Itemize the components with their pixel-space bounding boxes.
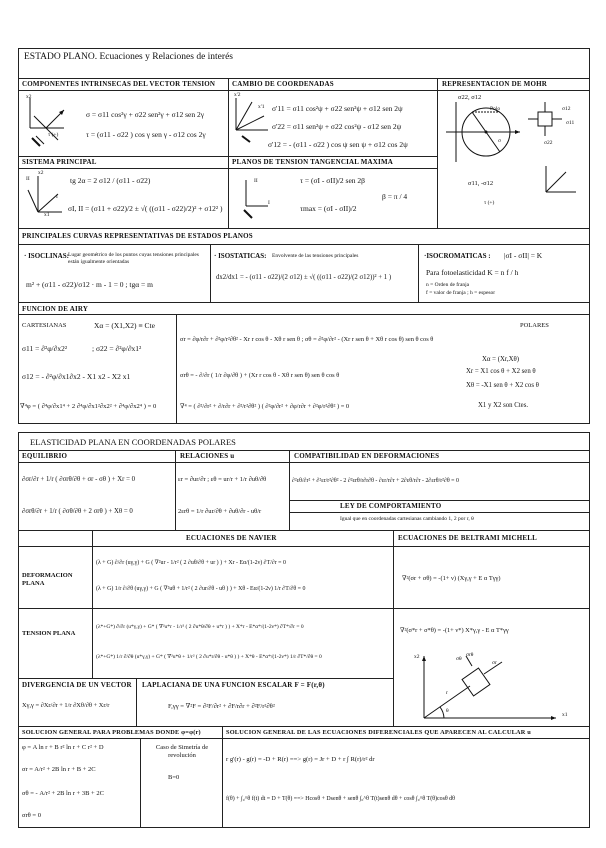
- airy-sr: σr = ∂φ/r∂r + ∂²φ/r²∂θ² - Xr r cos θ - Xθ r sen θ ; σθ = ∂²φ/∂r² - (Xr r sen θ + Xθ r cos θ) sen θ cos θ: [180, 336, 434, 343]
- mohr-label-top: σ22, σ12: [458, 94, 482, 101]
- section2-title: ELASTICIDAD PLANA EN COORDENADAS POLARES: [30, 437, 236, 447]
- navier-t2: (λ*+G*) 1/r ∂/∂θ (u*γ,γ) + G* ( ∇²u*θ + 1/r² ( 2 ∂u*r/∂θ - u*θ ) ) + X*θ - E*α*/(1-2ν*) 1/r ∂T*/∂θ = 0: [96, 654, 322, 660]
- header-max-shear: PLANOS DE TENSION TANGENCIAL MAXIMA: [232, 158, 394, 166]
- isocromaticas-title: ·ISOCROMATICAS :: [424, 252, 491, 260]
- beltrami-srt: σrθ: [466, 652, 474, 658]
- airy-p2: Xr = X1 cos θ + X2 sen θ: [466, 368, 536, 375]
- max-shear-II: II: [254, 178, 258, 184]
- axis-x1p-label: x'1: [258, 104, 265, 110]
- eq-sigma-principal: σI, II = (σ11 + σ22)/2 ± √( ((σ11 - σ22)/2)² + σ12² ): [68, 204, 223, 213]
- navier-d1: (λ + G) ∂/∂r (uγ,γ) + G ( ∇²ur - 1/r² ( 2 ∂uθ/∂θ + ur ) ) + Xr - Eα/(1-2ν) ∂T/∂r = 0: [96, 560, 286, 566]
- isoclinas-desc: Lugar geométrico de los puntos cuyas tensiones principales están igualmente orientadas: [68, 252, 199, 265]
- principal-I: I: [56, 194, 58, 200]
- header-diff-solution: SOLUCION GENERAL DE LAS ECUACIONES DIFERENCIALES QUE APARECEN AL CALCULAR u: [226, 729, 531, 736]
- principal-x2: x2: [38, 170, 44, 176]
- divider: [289, 500, 590, 501]
- beltrami-x1: x1: [562, 712, 568, 718]
- sol-phi: φ = A ln r + B r² ln r + C r² + D: [22, 744, 104, 751]
- divider: [18, 228, 590, 229]
- eq-sigma-intrinsic: σ = σ11 cos²γ + σ22 sen²γ + σ12 sen 2γ: [86, 110, 205, 119]
- divider: [140, 738, 141, 828]
- divider: [18, 302, 590, 303]
- principal-x1: x1: [44, 212, 50, 218]
- airy-polares: POLARES: [520, 322, 549, 329]
- beltrami-x2: x2: [414, 654, 420, 660]
- divider: [18, 156, 437, 157]
- header-solution: SOLUCION GENERAL PARA PROBLEMAS DONDE φ=φ(r): [22, 729, 201, 736]
- axis-x2-label: x2: [26, 94, 32, 100]
- beltrami-polar-diagram: [410, 652, 560, 726]
- axis-x2p-label: x'2: [234, 92, 241, 98]
- isostaticas-desc: Envolvente de las tensiones principales: [272, 253, 359, 259]
- eq-divergence: Xγ,γ = ∂Xr/∂r + 1/r ∂Xθ/∂θ + Xr/r: [22, 702, 110, 709]
- divider: [18, 678, 393, 679]
- divider: [18, 546, 590, 547]
- isostaticas-eq: dx2/dx1 = - (σ11 - σ22)/(2 σ12) ± √( ((σ11 - σ22)/(2 σ12))² + 1 ): [216, 274, 392, 281]
- mohr-circle: [442, 100, 522, 164]
- sol-srt: σrθ = 0: [22, 812, 41, 819]
- airy-xa: Xα = (X1,X2) ≡ Cte: [94, 321, 155, 330]
- isocromaticas-eq: |σI - σII| = K: [504, 251, 543, 260]
- beltrami-sr: σr: [492, 660, 497, 666]
- sol-st: σθ = - A/r² + 2B ln r + 3B + 2C: [22, 790, 104, 797]
- divider: [92, 530, 93, 678]
- eq-coord-1: σ'11 = σ11 cos²ψ + σ22 sen²ψ + σ12 sen 2ψ: [272, 104, 403, 113]
- beltrami-r: r: [446, 690, 448, 696]
- beltrami-eq1: ∇²(σr + σθ) = -(1+ ν) (Xγ,γ + E α Tγγ): [402, 575, 501, 582]
- isostaticas-title: · ISOSTATICAS:: [214, 252, 267, 260]
- principal-II: II: [26, 176, 30, 182]
- eq-tau-beta: τ = (σI - σII)/2 sen 2β: [300, 176, 365, 185]
- divider: [393, 530, 394, 726]
- divider: [18, 462, 590, 463]
- airy-s12: σ12 = - ∂²φ/∂x1∂x2 - X1 x2 - X2 x1: [22, 372, 131, 381]
- tau-sign-label: τ (+): [48, 132, 59, 138]
- airy-p4: X1 y X2 son Ctes.: [478, 402, 529, 409]
- airy-s11: σ11 = ∂²φ/∂x2²: [22, 344, 68, 353]
- divider: [18, 608, 590, 609]
- mohr-axes-small: [540, 162, 580, 198]
- mohr-label-bottom: σ11, -σ12: [468, 180, 494, 187]
- isoclinas-title: · ISOCLINAS:: [24, 252, 69, 260]
- eq-coord-2: σ'22 = σ11 sen²ψ + σ22 cos²ψ - σ12 sen 2ψ: [272, 122, 402, 131]
- eq-relations-2: 2εrθ = 1/r ∂ur/∂θ + ∂uθ/∂r - uθ/r: [178, 508, 262, 515]
- photo-eq: Para fotoelasticidad K = n f / h: [426, 268, 519, 277]
- divider: [18, 244, 590, 245]
- divider: [18, 314, 590, 315]
- divider: [18, 726, 590, 727]
- airy-p3: Xθ = -X1 sen θ + X2 cos θ: [466, 382, 539, 389]
- divider: [289, 512, 590, 513]
- eq-equilibrium-1: ∂σr/∂r + 1/r ( ∂σrθ/∂θ + σr - σθ ) + Xr = 0: [22, 476, 136, 483]
- eq-tau-intrinsic: τ = (σ11 - σ22 ) cos γ sen γ - σ12 cos 2γ: [86, 130, 206, 139]
- header-mohr: REPRESENTACION DE MOHR: [442, 80, 548, 88]
- mohr-tau-sign: τ (+): [484, 200, 495, 206]
- mohr-s22: σ22: [544, 140, 553, 146]
- divider: [175, 450, 176, 530]
- divider: [18, 738, 590, 739]
- header-coord-change: CAMBIO DE COORDENADAS: [232, 80, 334, 88]
- main-title: ESTADO PLANO. Ecuaciones y Relaciones de interés: [24, 52, 233, 62]
- divider: [136, 678, 137, 726]
- divider: [418, 244, 419, 302]
- divider: [18, 450, 590, 451]
- ley-desc: Igual que en coordenadas cartesianas cambiando 1, 2 por r, θ: [340, 516, 474, 522]
- airy-p1: Xα = (Xr,Xθ): [482, 356, 519, 363]
- divider: [210, 244, 211, 302]
- header-principal: SISTEMA PRINCIPAL: [22, 158, 97, 166]
- header-airy: FUNCION DE AIRY: [22, 305, 89, 313]
- divider: [18, 530, 590, 531]
- header-ley: LEY DE COMPORTAMIENTO: [340, 502, 442, 510]
- sol-sr: σr = A/r² + 2B ln r + B + 2C: [22, 766, 96, 773]
- mohr-sigma-axis: σ: [498, 138, 501, 144]
- airy-biharm-pol: ∇⁴ = ( ∂²/∂r² + ∂/r∂r + ∂²/r²∂θ² ) ( ∂²φ/∂r² + ∂φ/r∂r + ∂²φ/r²∂θ² ) = 0: [180, 403, 350, 410]
- header-beltrami: ECUACIONES DE BELTRAMI MICHELL: [398, 534, 537, 542]
- eq-relations-1: εr = ∂ur/∂r ; εθ = ur/r + 1/r ∂uθ/∂θ: [178, 476, 267, 483]
- sol-caso: Caso de Simetría de revolución: [155, 744, 209, 759]
- photo-n: n = Orden de franja: [426, 282, 470, 288]
- header-compat: COMPATIBILIDAD EN DEFORMACIONES: [294, 452, 440, 460]
- mohr-s12: σ12: [562, 106, 571, 112]
- eq-equilibrium-2: ∂σrθ/∂r + 1/r ( ∂σθ/∂θ + 2 σrθ ) + Xθ = 0: [22, 508, 133, 515]
- diff-eq2: f(θ) + ∫₀^θ f(t) dt = D + T(θ) ==> Hcosθ + Dsenθ + senθ ∫₀^θ T(t)senθ dθ + cosθ ∫₀^θ T(θ)cosθ dθ: [226, 796, 455, 802]
- navier-tension: TENSION PLANA: [22, 630, 76, 637]
- eq-coord-3: σ'12 = - (σ11 - σ22 ) cos ψ sen ψ + σ12 cos 2ψ: [268, 140, 408, 149]
- divider: [18, 90, 590, 91]
- header-laplacian: LAPLACIANA DE UNA FUNCION ESCALAR F = F(r,θ): [142, 681, 325, 689]
- coord-rotation-diagram: [232, 94, 272, 144]
- eq-beta: β = π / 4: [382, 192, 408, 201]
- divider: [289, 450, 290, 530]
- header-relations: RELACIONES u: [180, 452, 235, 460]
- divider: [222, 726, 223, 828]
- header-equilibrium: EQUILIBRIO: [22, 452, 68, 460]
- header-curves: PRINCIPALES CURVAS REPRESENTATIVAS DE ESTADOS PLANOS: [22, 232, 253, 240]
- navier-d2: (λ + G) 1/r ∂/∂θ (uγ,γ) + G ( ∇²uθ + 1/r² ( 2 ∂ur/∂θ - uθ ) ) + Xθ - Eα/(1-2ν) 1/r ∂T/∂θ = 0: [96, 586, 306, 592]
- airy-srt: σrθ = - ∂/∂r ( 1/r ∂φ/∂θ ) + (Xr r cos θ - Xθ r sen θ) sen θ cos θ: [180, 372, 340, 379]
- divider: [176, 314, 177, 424]
- eq-tau-max: τmax = (σI - σII)/2: [300, 204, 357, 213]
- eq-laplacian: F,γγ = ∇²F = ∂²F/∂r² + ∂F/r∂r + ∂²F/r²∂θ²: [168, 703, 275, 710]
- eq-compat: ∂²εθ/∂r² + ∂²εr/r²∂θ² - 2 ∂²εrθ/r∂r∂θ - ∂εr/r∂r + 2∂εθ/r∂r - 2∂εrθ/r²∂θ = 0: [292, 478, 459, 484]
- airy-cartesianas: CARTESIANAS: [22, 322, 67, 329]
- beltrami-st: σθ: [456, 656, 462, 662]
- sol-b0: B=0: [168, 774, 180, 781]
- divider: [228, 78, 229, 228]
- photo-f: f = valor de franja ; h = espesor: [426, 290, 496, 296]
- divider: [18, 168, 437, 169]
- navier-deformacion: DEFORMACION PLANA: [22, 572, 73, 587]
- stress-element-diagram: [24, 94, 74, 150]
- divider: [437, 78, 438, 228]
- isoclinas-eq: m² + (σ11 - σ22)/σ12 · m - 1 = 0 ; tgα = m: [26, 280, 153, 289]
- mohr-polo: Polo: [490, 106, 501, 112]
- beltrami-eq2: ∇²(σ*r + σ*θ) = -(1+ ν*) X*γ,γ - E α T*γγ: [400, 627, 509, 634]
- airy-biharm-cart: ∇⁴φ = ( ∂⁴φ/∂x1⁴ + 2 ∂⁴φ/∂x1²∂x2² + ∂⁴φ/∂x2⁴ ) = 0: [20, 403, 157, 410]
- mohr-s11: σ11: [566, 120, 575, 126]
- max-shear-I: I: [268, 200, 270, 206]
- mohr-element: [526, 100, 566, 140]
- navier-t1: (λ*+G*) ∂/∂r (u*γ,γ) + G* ( ∇²u*r - 1/r² ( 2 ∂u*θ/∂θ + u*r ) ) + X*r - E*α*/(1-2ν*) ∂T*/∂r = 0: [96, 624, 304, 630]
- diff-eq1: r g'(r) - g(r) = -D + R(r) ==> g(r) = Jr + D + r ∫ R(r)/r² dr: [226, 756, 375, 763]
- airy-s22: ; σ22 = ∂²φ/∂x1²: [92, 344, 142, 353]
- header-divergence: DIVERGENCIA DE UN VECTOR: [22, 681, 132, 689]
- beltrami-theta: θ: [446, 708, 449, 714]
- header-navier: ECUACIONES DE NAVIER: [186, 534, 277, 542]
- divider: [18, 78, 590, 79]
- header-stress-vector: COMPONENTES INTRINSECAS DEL VECTOR TENSION: [22, 80, 216, 88]
- eq-tg2alpha: tg 2α = 2 σ12 / (σ11 - σ22): [70, 176, 151, 185]
